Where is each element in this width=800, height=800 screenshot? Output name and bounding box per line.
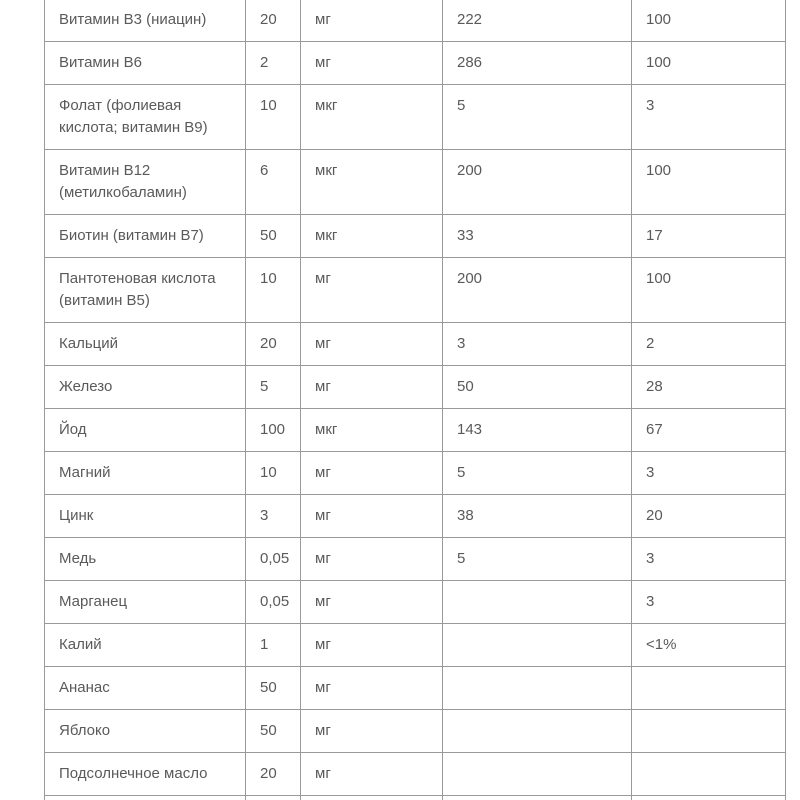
percent-cell	[443, 710, 632, 753]
unit-cell: мкг	[301, 215, 443, 258]
ingredient-name-cell: Витамин В12 (метилкобаламин)	[45, 150, 246, 215]
table-row	[45, 366, 786, 409]
table-row	[45, 710, 786, 753]
unit-cell: мг	[301, 710, 443, 753]
unit-cell: мг	[301, 753, 443, 796]
unit-cell: мкг	[301, 150, 443, 215]
ingredient-name-cell: Фолат (фолиевая кислота; витамин В9)	[45, 85, 246, 150]
unit-cell: мг	[301, 323, 443, 366]
percent-2-cell: 20	[632, 495, 786, 538]
percent-cell	[443, 624, 632, 667]
table-row	[45, 42, 786, 85]
percent-cell	[443, 753, 632, 796]
amount-cell: 50	[246, 667, 301, 710]
ingredient-name-cell: Витамин В6	[45, 42, 246, 85]
table-row	[45, 0, 786, 42]
nutrition-table-container	[44, 0, 785, 800]
percent-2-cell: 3	[632, 452, 786, 495]
unit-cell: мг	[301, 667, 443, 710]
ingredient-name-cell: Витамин В3 (ниацин)	[45, 0, 246, 42]
percent-cell: 50	[443, 366, 632, 409]
amount-cell: 10	[246, 85, 301, 150]
amount-cell: 20	[246, 323, 301, 366]
percent-cell: 5	[443, 452, 632, 495]
percent-cell: 200	[443, 258, 632, 323]
percent-2-cell: 100	[632, 150, 786, 215]
unit-cell: мг	[301, 258, 443, 323]
unit-cell: мг	[301, 0, 443, 42]
unit-cell: мг	[301, 42, 443, 85]
percent-cell: 286	[443, 42, 632, 85]
percent-2-cell	[632, 796, 786, 800]
amount-cell: 10	[246, 452, 301, 495]
nutrition-table	[44, 0, 786, 800]
percent-cell: 5	[443, 538, 632, 581]
percent-2-cell: 17	[632, 215, 786, 258]
amount-cell: 3	[246, 495, 301, 538]
percent-cell: 200	[443, 150, 632, 215]
unit-cell: мг	[301, 495, 443, 538]
amount-cell: 0,05	[246, 538, 301, 581]
table-row	[45, 495, 786, 538]
percent-2-cell: <1%	[632, 624, 786, 667]
percent-cell	[443, 796, 632, 800]
unit-cell: мг	[301, 452, 443, 495]
ingredient-name-cell: Подсолнечное масло	[45, 753, 246, 796]
table-row	[45, 409, 786, 452]
ingredient-name-cell: Цинк	[45, 495, 246, 538]
percent-cell: 143	[443, 409, 632, 452]
percent-2-cell: 3	[632, 581, 786, 624]
table-row	[45, 667, 786, 710]
table-row	[45, 796, 786, 800]
amount-cell: 10	[246, 258, 301, 323]
percent-2-cell: 28	[632, 366, 786, 409]
ingredient-name-cell: Магний	[45, 452, 246, 495]
amount-cell: 20	[246, 753, 301, 796]
percent-2-cell: 67	[632, 409, 786, 452]
ingredient-name-cell: Кальций	[45, 323, 246, 366]
amount-cell: 100	[246, 409, 301, 452]
ingredient-name-cell	[45, 796, 246, 800]
unit-cell: мг	[301, 581, 443, 624]
percent-cell: 33	[443, 215, 632, 258]
ingredient-name-cell: Пантотеновая кислота (витамин В5)	[45, 258, 246, 323]
ingredient-name-cell: Марганец	[45, 581, 246, 624]
percent-2-cell: 100	[632, 42, 786, 85]
table-row	[45, 258, 786, 323]
table-row	[45, 215, 786, 258]
unit-cell: мг	[301, 366, 443, 409]
percent-2-cell	[632, 753, 786, 796]
unit-cell	[301, 796, 443, 800]
percent-2-cell: 100	[632, 258, 786, 323]
amount-cell: 2	[246, 42, 301, 85]
percent-cell	[443, 667, 632, 710]
percent-cell	[443, 581, 632, 624]
table-row	[45, 538, 786, 581]
ingredient-name-cell: Йод	[45, 409, 246, 452]
percent-2-cell	[632, 667, 786, 710]
ingredient-name-cell: Железо	[45, 366, 246, 409]
table-row	[45, 753, 786, 796]
amount-cell	[246, 796, 301, 800]
amount-cell: 50	[246, 215, 301, 258]
table-row	[45, 323, 786, 366]
percent-2-cell: 100	[632, 0, 786, 42]
amount-cell: 1	[246, 624, 301, 667]
amount-cell: 5	[246, 366, 301, 409]
percent-cell: 5	[443, 85, 632, 150]
amount-cell: 0,05	[246, 581, 301, 624]
ingredient-name-cell: Медь	[45, 538, 246, 581]
unit-cell: мг	[301, 624, 443, 667]
table-row	[45, 85, 786, 150]
ingredient-name-cell: Биотин (витамин В7)	[45, 215, 246, 258]
table-row	[45, 624, 786, 667]
percent-cell: 222	[443, 0, 632, 42]
table-row	[45, 581, 786, 624]
percent-2-cell	[632, 710, 786, 753]
percent-2-cell: 3	[632, 85, 786, 150]
amount-cell: 50	[246, 710, 301, 753]
percent-2-cell: 2	[632, 323, 786, 366]
percent-cell: 38	[443, 495, 632, 538]
unit-cell: мг	[301, 538, 443, 581]
ingredient-name-cell: Ананас	[45, 667, 246, 710]
percent-2-cell: 3	[632, 538, 786, 581]
ingredient-name-cell: Калий	[45, 624, 246, 667]
table-row	[45, 452, 786, 495]
unit-cell: мкг	[301, 409, 443, 452]
ingredient-name-cell: Яблоко	[45, 710, 246, 753]
nutrition-table-body	[45, 0, 786, 800]
percent-cell: 3	[443, 323, 632, 366]
unit-cell: мкг	[301, 85, 443, 150]
table-row	[45, 150, 786, 215]
amount-cell: 6	[246, 150, 301, 215]
amount-cell: 20	[246, 0, 301, 42]
